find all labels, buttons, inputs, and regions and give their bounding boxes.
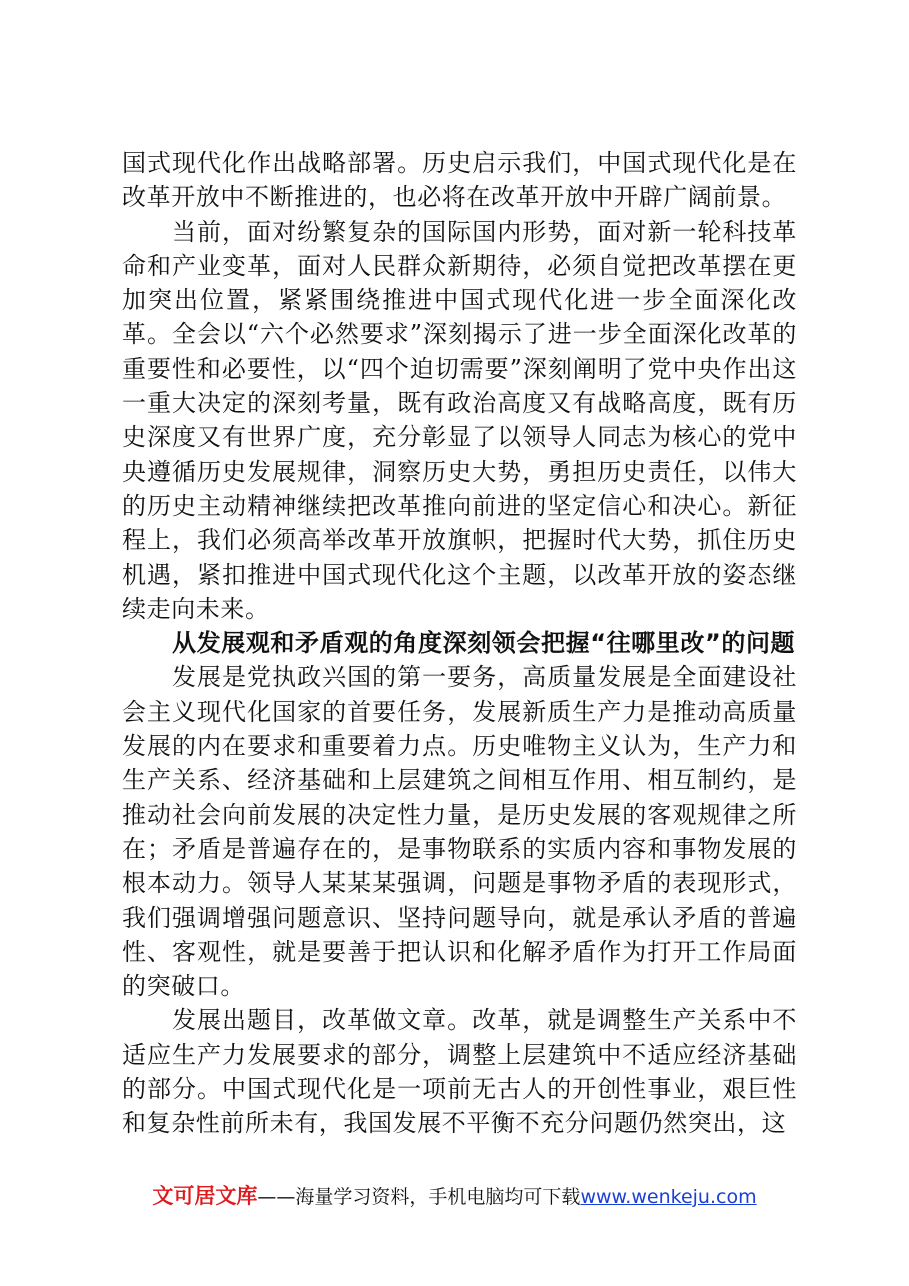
footer-tagline: ——海量学习资料，手机电脑均可下载 bbox=[257, 1186, 581, 1208]
footer-site-link[interactable]: www.wenkeju.com bbox=[580, 1186, 757, 1208]
section-heading: 从发展观和矛盾观的角度深刻领会把握“往哪里改”的问题 bbox=[172, 629, 796, 658]
paragraph: 国式现代化作出战略部署。历史启示我们，中国式现代化是在改革开放中不断推进的，也必将在改革开放中开辟广阔前景。 bbox=[122, 149, 797, 212]
footer-brand: 文可居文库 bbox=[152, 1184, 258, 1208]
paragraph: 当前，面对纷繁复杂的国际国内形势，面对新一轮科技革命和产业变革，面对人民群众新期待，必须自觉把改革摆在更加突出位置，紧紧围绕推进中国式现代化进一步全面深化改革。全会以“六个必然要求”深刻揭示了进一步全面深化改革的重要性和必要性，以“四个迫切需要”深刻阐明了党中央作出这一重大决定的深刻考量，既有政治高度又有战略高度，既有历史深度又有世界广度，充分彰显了以领导人同志为核心的党中央遵循历史发展规律，洞察历史大势，勇担历史责任，以伟大的历史主动精神继续把改革推向前进的坚定信心和决心。新征程上，我们必须高举改革开放旗帜，把握时代大势，抓住历史机遇，紧扣推进中国式现代化这个主题，以改革开放的姿态继续走向未来。 bbox=[122, 217, 797, 623]
footer-banner bbox=[0, 1178, 909, 1215]
paragraph: 发展出题目，改革做文章。改革，就是调整生产关系中不适应生产力发展要求的部分，调整上层建筑中不适应经济基础的部分。中国式现代化是一项前无古人的开创性事业，艰巨性和复杂性前所未有，我国发展不平衡不充分问题仍然突出，这 bbox=[122, 1006, 797, 1138]
document-body bbox=[122, 146, 797, 1141]
paragraph: 发展是党执政兴国的第一要务，高质量发展是全面建设社会主义现代化国家的首要任务，发展新质生产力是推动高质量发展的内在要求和重要着力点。历史唯物主义认为，生产力和生产关系、经济基础和上层建筑之间相互作用、相互制约，是推动社会向前发展的决定性力量，是历史发展的客观规律之所在；矛盾是普遍存在的，是事物联系的实质内容和事物发展的根本动力。领导人某某某强调，问题是事物矛盾的表现形式，我们强调增强问题意识、坚持问题导向，就是承认矛盾的普遍性、客观性，就是要善于把认识和化解矛盾作为打开工作局面的突破口。 bbox=[122, 663, 797, 1001]
